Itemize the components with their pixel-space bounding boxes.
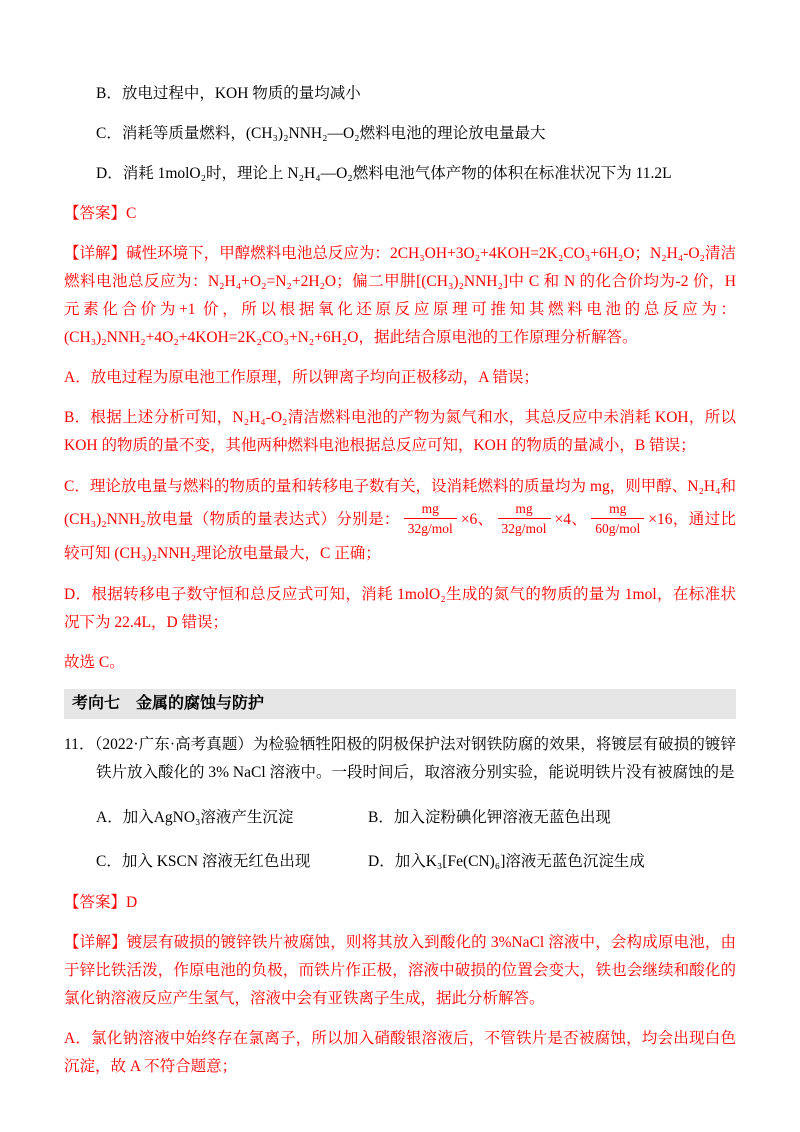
- fraction-3-denominator: 60g/mol: [595, 521, 641, 536]
- q11-option-d: D．加入K₃[Fe(CN)₆]溶液无蓝色沉淀生成: [368, 853, 645, 870]
- fraction-1-denominator: 32g/mol: [407, 521, 453, 536]
- q11-options-row-1: [64, 799, 736, 837]
- q10-option-d: D．消耗 1molO₂时，理论上 N₂H₄—O₂燃料电池气体产物的体积在标准状况下为 11.2L: [96, 165, 672, 182]
- fraction-3: [591, 500, 644, 537]
- q10-option-c: C．消耗等质量燃料，(CH₃)₂NNH₂—O₂燃料电池的理论放电量最大: [96, 125, 546, 142]
- q10-conclusion: 故选 C。: [64, 654, 125, 671]
- q11-answer: 【答案】D: [64, 894, 138, 911]
- section-heading: [64, 689, 736, 719]
- q11-stem: 11．（2022·广东·高考真题）为检验牺牲阳极的阴极保护法对钢铁防腐的效果，将镀层有破损的镀锌铁片放入酸化的 3% NaCl 溶液中。一段时间后，取溶液分别实验，能说明铁片没有被腐蚀的是: [64, 736, 736, 781]
- q10-detail-paragraph: 【详解】碱性环境下，甲醇燃料电池总反应为：2CH₃OH+3O₂+4KOH=2K₂CO₃+6H₂O；N₂H₄-O₂清洁燃料电池总反应为：N₂H₄+O₂=N₂+2H₂O；偏二甲肼[(CH₃)₂NNH₂]中 C 和 N 的化合价均为-2 价，H 元素化合价为+1 价，所以根据氧化还原反应原理可推知其燃料电池的总反应为：(CH₃)₂NNH₂+4O₂+4KOH=2K₂CO₃+N₂+6H₂O，据此结合原电池的工作原理分析解答。: [64, 245, 736, 346]
- q10-point-c-mult-1: ×6、: [460, 511, 494, 529]
- q10-point-c-mult-2: ×4、: [554, 511, 588, 529]
- q10-answer: 【答案】C: [64, 205, 137, 222]
- q11-option-c: C．加入 KSCN 溶液无红色出现: [96, 853, 311, 870]
- q11-detail-paragraph: 【详解】镀层有破损的镀锌铁片被腐蚀，则将其放入到酸化的 3%NaCl 溶液中，会构成原电池，由于锌比铁活泼，作原电池的负极，而铁片作正极，溶液中破损的位置会变大，铁也会继续和酸化的氯化钠溶液反应产生氢气，溶液中会有亚铁离子生成，据此分析解答。: [64, 934, 736, 1007]
- q11-option-b: B．加入淀粉碘化钾溶液无蓝色出现: [368, 809, 611, 826]
- fraction-1-numerator: mg: [404, 500, 457, 519]
- fraction-2-numerator: mg: [498, 500, 551, 519]
- q10-point-d: D．根据转移电子数守恒和总反应式可知，消耗 1molO₂生成的氮气的物质的量为 1mol，在标准状况下为 22.4L，D 错误；: [64, 586, 736, 631]
- q11-options-row-2: [64, 843, 736, 881]
- section-heading-label: 考向七 金属的腐蚀与防护: [72, 695, 265, 712]
- q11-point-a: A．氯化钠溶液中始终存在氯离子，所以加入硝酸银溶液后，不管铁片是否被腐蚀，均会出现白色沉淀，故 A 不符合题意；: [64, 1030, 736, 1075]
- q10-option-b: B．放电过程中，KOH 物质的量均减小: [96, 85, 361, 102]
- fraction-1: [404, 500, 457, 537]
- q10-point-c-text-2: ，通过比较可知 (CH₃)₂NNH₂理论放电量最大，C 正确；: [64, 511, 736, 562]
- q10-point-c-mult-3: ×16: [648, 511, 673, 529]
- fraction-2-denominator: 32g/mol: [501, 521, 547, 536]
- fraction-2: [498, 500, 551, 537]
- q10-point-c: [64, 472, 736, 569]
- q10-point-b: B．根据上述分析可知，N₂H₄-O₂清洁燃料电池的产物为氮气和水，其总反应中未消耗 KOH，所以 KOH 的物质的量不变，其他两种燃料电池根据总反应可知，KOH 的物质的量减小，B 错误；: [64, 409, 736, 454]
- fraction-3-numerator: mg: [591, 500, 644, 519]
- q11-option-a: A．加入AgNO₃溶液产生沉淀: [96, 809, 294, 826]
- q10-point-c-text-1: C．理论放电量与燃料的物质的量和转移电子数有关，设消耗燃料的质量均为 mg，则甲醇、N₂H₄和 (CH₃)₂NNH₂放电量（物质的量表达式）分别是：: [64, 478, 736, 529]
- q10-point-a: A．放电过程为原电池工作原理，所以钾离子均向正极移动，A 错误；: [64, 369, 539, 386]
